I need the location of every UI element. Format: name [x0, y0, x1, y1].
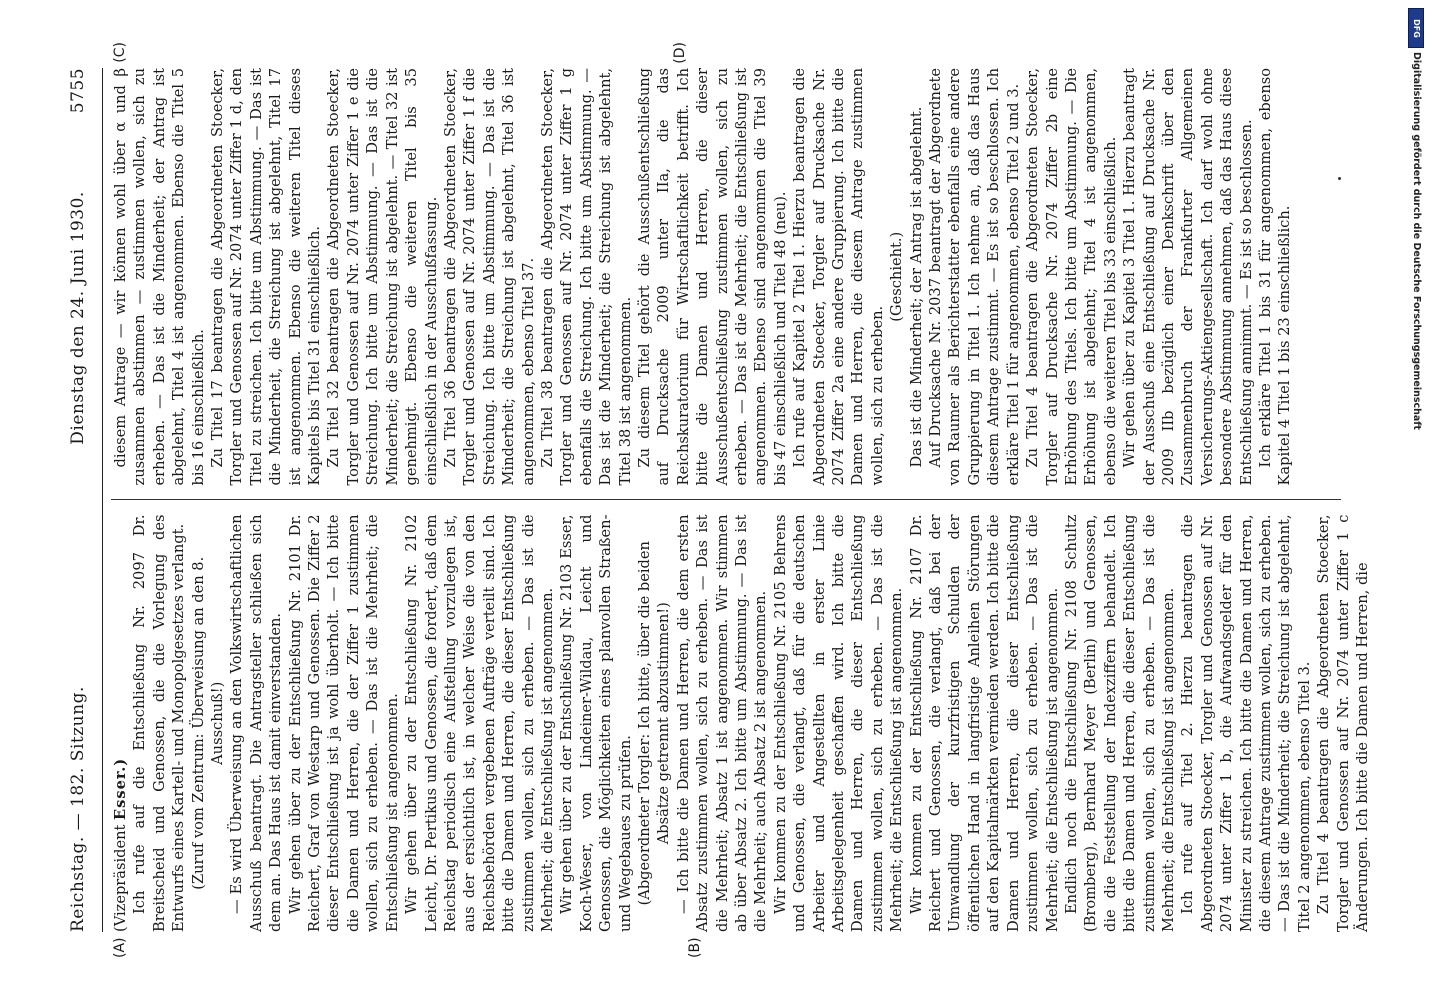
paragraph: Zu diesem Titel gehört die Ausschußentschließung auf Drucksache 2009 unter IIa, die das Reichskuratorium für Wirtschaftlichkeit betrifft. Ich bitte die Damen und Herren, die dieser Ausschußentschließung zustimmen wollen, sich zu erheben. — Das ist die Mehrheit; die Entschließung ist angenommen. Ebenso sind angenommen die Titel 39 bis 47 einschließlich und Titel 48 (neu). [635, 68, 789, 486]
paragraph: Wir gehen über zu der Entschließung Nr. 2102 Leicht, Dr. Pertikus und Genossen, die fordert, daß dem Reichstag periodisch eine Aufstellung vorzulegen ist, aus der ersichtlich ist, in welcher Weise die von den Reichsbehörden vergebenen Aufträge verteilt sind. Ich bitte die Damen und Herren, die dieser Entschließung zustimmen wollen, sich zu erheben. — Das ist die Mehrheit; die Entschließung ist angenommen. [403, 514, 556, 932]
margin-marker-b: (B) [687, 937, 703, 958]
rotated-page [68, 42, 1371, 958]
margin-marker-a: (A) [112, 937, 128, 958]
paragraph: Zu Titel 17 beantragen die Abgeordneten Stoecker, Torgler und Genossen auf Nr. 2074 unter Ziffer 1 d, den Titel zu streichen. Ich bitte um Abstimmung. — Das ist die Minderheit, die Streichung ist abgelehnt, Titel 17 ist angenommen. Ebenso die weiteren Titel dieses Kapitels bis Titel 31 einschließlich. [209, 68, 324, 486]
funding-credit [1406, 8, 1428, 992]
speaker-prefix: (Vizepräsident [112, 824, 129, 932]
column-separator [111, 500, 1341, 501]
paragraph: Wir gehen über zu der Entschließung Nr. 2101 Dr. Reichert, Graf von Westarp und Genossen. Die Ziffer 2 dieser Entschließung ist ja wohl überholt. — Ich bitte die Damen und Herren, die der Ziffer 1 zustimmen wollen, sich zu erheben. — Das ist die Mehrheit; die Entschließung ist angenommen. [286, 514, 401, 932]
margin-marker-d: (D) [672, 42, 688, 64]
paragraph: Wir gehen über zu der Entschließung Nr. 2103 Esser, Koch-Weser, von Lindeiner-Wildau, Leicht und Genossen, die Möglichkeiten eines planvollen Straßen- und Wegebaues zu prüfen. [558, 514, 634, 932]
paragraph: (Geschieht.) [888, 231, 906, 322]
paragraph: Ich erkläre Titel 1 bis 31 für angenommen, ebenso Kapitel 4 Titel 1 bis 23 einschließlich. [1256, 68, 1294, 486]
paragraph: Zu Titel 38 beantragen die Abgeordneten Stoecker, Torgler und Genossen auf Nr. 2074 unter Ziffer 1 g ebenfalls die Streichung. Ich bitte um Abstimmung. — Das ist die Minderheit; die Streichung ist abgelehnt, Titel 38 ist angenommen. [538, 68, 634, 486]
right-paragraphs [111, 68, 1295, 486]
paragraph: Zu Titel 4 beantragen die Abgeordneten Stoecker, Torgler auf Drucksache Nr. 2074 Ziffer 2b eine Erhöhung des Titels. Ich bitte um Abstimmung. — Die Erhöhung ist abgelehnt; Titel 4 ist angenommen, ebenso die weiteren Titel bis 33 einschließlich. [1024, 68, 1119, 486]
header-rule [102, 68, 103, 932]
paragraph: Auf Drucksache Nr. 2037 beantragt der Abgeordnete von Raumer als Berichterstatter ebenfalls eine andere Gruppierung in Titel 1. Ich nehme an, daß das Haus diesem Antrage zustimmt. — Es ist so beschlossen. Ich erkläre Titel 1 für angenommen, ebenso Titel 2 und 3. [927, 68, 1022, 486]
paragraph: Wir kommen zu der Entschließung Nr. 2105 Behrens und Genossen, die verlangt, daß für die deutschen Arbeiter und Angestellten in erster Linie Arbeitsgelegenheit geschaffen wird. Ich bitte die Damen und Herren, die dieser Entschließung zustimmen wollen, sich zu erheben. — Das ist die Mehrheit; die Entschließung ist angenommen. [771, 514, 906, 932]
paragraph: Zu Titel 32 beantragen die Abgeordneten Stoecker, Torgler und Genossen auf Nr. 2074 unter Ziffer 1 e die Streichung. Ich bitte um Abstimmung. — Das ist die Minderheit; die Streichung ist abgelehnt. — Titel 32 ist genehmigt. Ebenso die weiteren Titel bis 35 einschließlich in der Ausschußfassung. [325, 68, 440, 486]
paragraph: (Abgeordneter Torgler: Ich bitte, über die beiden Absätze getrennt abzustimmen!) [635, 541, 673, 906]
right-column [111, 42, 1341, 486]
page-number: 5755 [68, 67, 88, 114]
text-columns [111, 42, 1371, 958]
paragraph: Das ist die Minderheit; der Antrag ist abgelehnt. [907, 106, 925, 468]
paragraph: — Es wird Überweisung an den Volkswirtschaftlichen Ausschuß beantragt. Die Antragsteller schließen sich dem an. Das Haus ist damit einverstanden. [228, 514, 285, 932]
paragraph: Zu Titel 4 beantragen die Abgeordneten Stoecker, Torgler und Genossen auf Nr. 2074 unter Ziffer 1 c Änderungen. Ich bitte die Damen und Herren, die [1315, 514, 1371, 932]
paragraph: diesem Antrage — wir können wohl über α und β zusammen abstimmen — zustimmen wollen, sich zu erheben. — Das ist die Minderheit; der Antrag ist abgelehnt, Titel 4 ist angenommen. Ebenso die Titel 5 bis 16 einschließlich. [112, 68, 207, 486]
paragraph: Wir kommen zu der Entschließung Nr. 2107 Dr. Reichert und Genossen, die verlangt, daß bei der Umwandlung der kurzfristigen Schulden der öffentlichen Hand in langfristige Anleihen Störungen auf den Kapitalmärkten vermieden werden. Ich bitte die Damen und Herren, die dieser Entschließung zustimmen wollen, sich zu erheben. — Das ist die Mehrheit; die Entschließung ist angenommen. [907, 514, 1061, 932]
page-header [68, 68, 102, 932]
paragraph: Wir gehen über zu Kapitel 3 Titel 1. Hierzu beantragt der Ausschuß eine Entschließung auf Drucksache Nr. 2009 IIb bezüglich einer Denkschrift über den Zusammenbruch der Frankfurter Allgemeinen Versicherungs-Aktiengesellschaft. Ich darf wohl ohne besondere Abstimmung annehmen, daß das Haus diese Entschließung annimmt. — Es ist so beschlossen. [1121, 68, 1255, 486]
speaker-name: Esser.) [112, 757, 129, 820]
credit-text: Digitalisierung gefördert durch die Deutsche Forschungsgemeinschaft [1411, 52, 1422, 430]
paragraph: Ich rufe auf Titel 2. Hierzu beantragen die Abgeordneten Stoecker, Torgler und Genossen auf Nr. 2074 unter Ziffer 1 b, die Aufwandsgelder für den Minister zu streichen. Ich bitte die Damen und Herren, die diesem Antrage zustimmen wollen, sich zu erheben. — Das ist die Minderheit; die Streichung ist abgelehnt, Titel 2 angenommen, ebenso Titel 3. [1179, 514, 1313, 932]
paragraph: Endlich noch die Entschließung Nr. 2108 Schultz (Bromberg), Bernhard Meyer (Berlin) und Genossen, die die Feststellung der Indexziffern behandelt. Ich bitte die Damen und Herren, die dieser Entschließung zustimmen wollen, sich zu erheben. — Das ist die Mehrheit; die Entschließung ist angenommen. [1062, 514, 1177, 932]
paragraph: Zu Titel 36 beantragen die Abgeordneten Stoecker, Torgler und Genossen auf Nr. 2074 unter Ziffer 1 f die Streichung. Ich bitte um Abstimmung. — Das ist die Minderheit; die Streichung ist abgelehnt, Titel 36 ist angenommen, ebenso Titel 37. [441, 68, 537, 486]
paragraph: Ich rufe auf Kapitel 2 Titel 1. Hierzu beantragen die Abgeordneten Stoecker, Torgler auf Drucksache Nr. 2074 Ziffer 2a eine andere Gruppierung. Ich bitte die Damen und Herren, die diesem Antrage zustimmen wollen, sich zu erheben. [791, 68, 886, 486]
left-paragraphs [130, 515, 1372, 933]
paragraph: (Zuruf vom Zentrum: Überweisung an den 8. Ausschuß!) [189, 556, 227, 890]
paragraph: — Ich bitte die Damen und Herren, die dem ersten Absatz zustimmen wollen, sich zu erheben. — Das ist die Mehrheit; Absatz 1 ist angenommen. Wir stimmen ab über Absatz 2. Ich bitte um Abstimmung. — Das ist die Mehrheit; auch Absatz 2 ist angenommen. [674, 514, 770, 932]
margin-marker-c: (C) [112, 42, 128, 63]
left-column [111, 514, 1371, 958]
header-session: Reichstag. — 182. Sitzung. [68, 686, 88, 932]
paragraph: Ich rufe auf die Entschließung Nr. 2097 Dr. Breitscheid und Genossen, die die Vorlegung des Entwurfs eines Kartell- und Monopolgesetzes verlangt. [131, 514, 188, 932]
dfg-logo: DFG [1408, 8, 1424, 48]
scan-speck [1338, 177, 1341, 180]
speaker-line [111, 515, 130, 933]
header-date: Dienstag den 24. Juni 1930. [68, 191, 88, 445]
